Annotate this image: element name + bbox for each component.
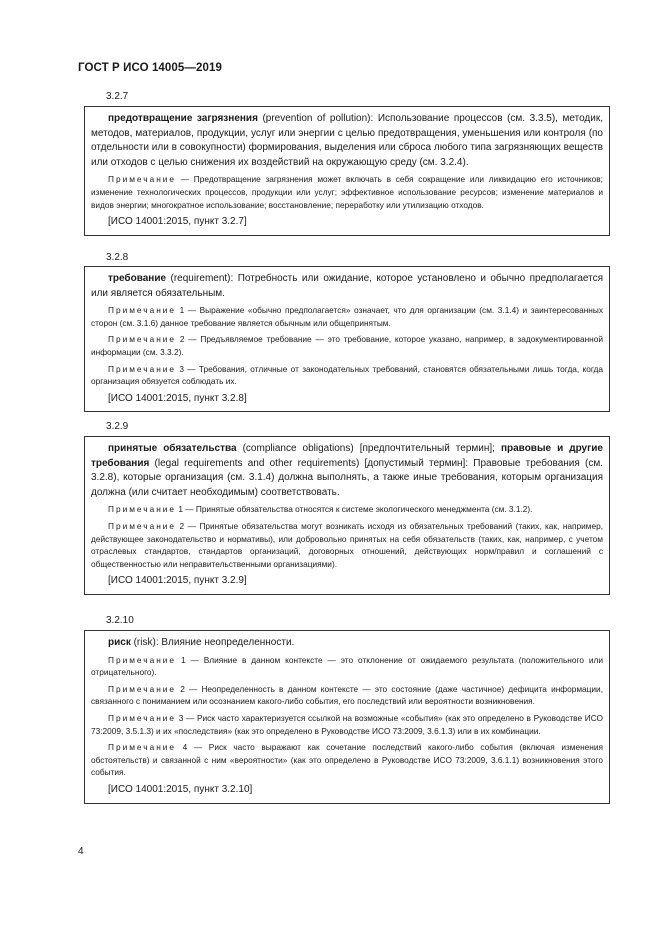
note-label: Примечание [108,654,177,665]
note-text: 2 — Принятые обязательства могут возникать исходя из обязательных требований (таких, как, например, действующее законодательство и нормативы), или добровольно принятых на себя обязательств (таких, как, например, с учетом отраслевых стандартов, стандартов организаций, договорных отношений, действующих норм/правил и соглашений с общественностью или неправительственными организациями). [91,520,603,569]
note [91,712,603,737]
term: требование [108,273,167,284]
entry-number-3-2-7: 3.2.7 [106,91,129,102]
note [91,503,603,516]
note-text: 2 — Предъявляемое требование — это требование, которое указано, например, в задокументированной информации (см. 3.3.2). [91,334,603,357]
note-label: Примечание [108,683,177,694]
definition-body: (prevention of pollution): Использование процессов (см. 3.3.5), методик, методов, материалов, продукции, услуг или энергии с целью предотвращения, уменьшения или контроля (по отдельности или в совокупности) формирования, выделения или сброса любого типа загрязняющих веществ или отходов с целью снижения их воздействий на окружающую среду (см. 3.2.4). [91,113,603,168]
term-alternative: правовые и другие требования [91,443,603,469]
note [91,173,603,211]
note-text: — Предотвращение загрязнения может включать в себя сокращение или ликвидацию его источников; изменение технологических процессов, продукции или услуг; эффективное использование ресурсов; изменение материалов и видов энергии; многократное использование; восстановление; переработку или утилизацию отходов. [91,174,603,210]
entry-number-3-2-10: 3.2.10 [106,615,134,626]
note [91,741,603,779]
document-header: ГОСТ Р ИСО 14005—2019 [78,62,223,74]
definition-text [91,272,603,301]
note-text: 2 — Неопределенность в данном контексте — это состояние (даже частичное) дефицита информации, связанного с пониманием или осознанием какого-либо события, его последствий или вероятности возникновения. [91,683,603,707]
definition-body: (requirement): Потребность или ожидание, которое установлено и обычно предполагается или является обязательным. [91,273,603,299]
definition-text [91,636,603,651]
note-label: Примечание [108,305,177,316]
note-label: Примечание [108,742,177,753]
note-text: 1 — Влияние в данном контексте — это отклонение от ожидаемого результата (положительного или отрицательного). [91,654,603,678]
note-label: Примечание [108,504,177,515]
note-text: 3 — Риск часто характеризуется ссылкой на возможные «события» (как это определено в Руководстве ИСО 73:2009, 3.5.1.3) и их «последствия» (как это определено в Руководстве ИСО 73:2009, 3.6.1.3) или в их комбинации. [91,712,603,736]
note-text: 3 — Требования, отличные от законодательных требований, становятся обязательными лишь тогда, когда организация обязуется соблюдать их. [91,363,603,387]
source-reference: [ИСО 14001:2015, пункт 3.2.10] [108,783,253,795]
note [91,304,603,329]
note-text: 1 — Выражение «обычно предполагается» означает, что для организации (см. 3.1.4) и заинтересованных сторон (см. 3.1.6) данное требование является обычным или общепринятым. [91,305,603,328]
definition-body: (risk): Влияние неопределенности. [130,637,295,648]
note-text: 4 — Риск часто выражают как сочетание последствий какого-либо события (включая изменения обстоятельств) и связанной с ним «вероятности» (как это определено в Руководстве ИСО 73:2009, 3.6.1.1) возникновения этого события. [91,742,603,778]
note [91,363,603,388]
note-label: Примечание [108,174,177,185]
source-reference: [ИСО 14001:2015, пункт 3.2.7] [108,216,247,228]
entry-number-3-2-9: 3.2.9 [106,421,129,432]
note [91,654,603,679]
definition-box-3-2-10 [84,630,610,804]
definition-box-3-2-7 [84,106,610,236]
definition-body: (compliance obligations) [предпочтительный термин]; [236,443,501,454]
entry-number-3-2-8: 3.2.8 [106,252,129,263]
definition-box-3-2-9 [84,436,610,595]
term: принятые обязательства [108,443,237,454]
note-label: Примечание [108,363,177,374]
note-label: Примечание [108,520,177,531]
definition-body: (legal requirements and other requirements) [допустимый термин]: Правовые требования (см. 3.2.8), которые организация (см. 3.1.4) должна выполнять, а также иные требования, которым организация должна (или считает необходимым) соответствовать. [91,457,603,498]
note-label: Примечание [108,334,177,345]
note [91,520,603,570]
definition-text [91,442,603,500]
note-text: 1 — Принятые обязательства относятся к системе экологического менеджмента (см. 3.1.2). [176,504,533,515]
source-reference: [ИСО 14001:2015, пункт 3.2.8] [108,392,247,404]
term: предотвращение загрязнения [108,113,258,124]
note-label: Примечание [108,712,177,723]
definition-text [91,112,603,170]
page-number: 4 [78,846,84,857]
source-reference: [ИСО 14001:2015, пункт 3.2.9] [108,575,247,587]
note [91,683,603,708]
term: риск [108,637,131,648]
definition-box-3-2-8 [84,266,610,412]
note [91,333,603,358]
